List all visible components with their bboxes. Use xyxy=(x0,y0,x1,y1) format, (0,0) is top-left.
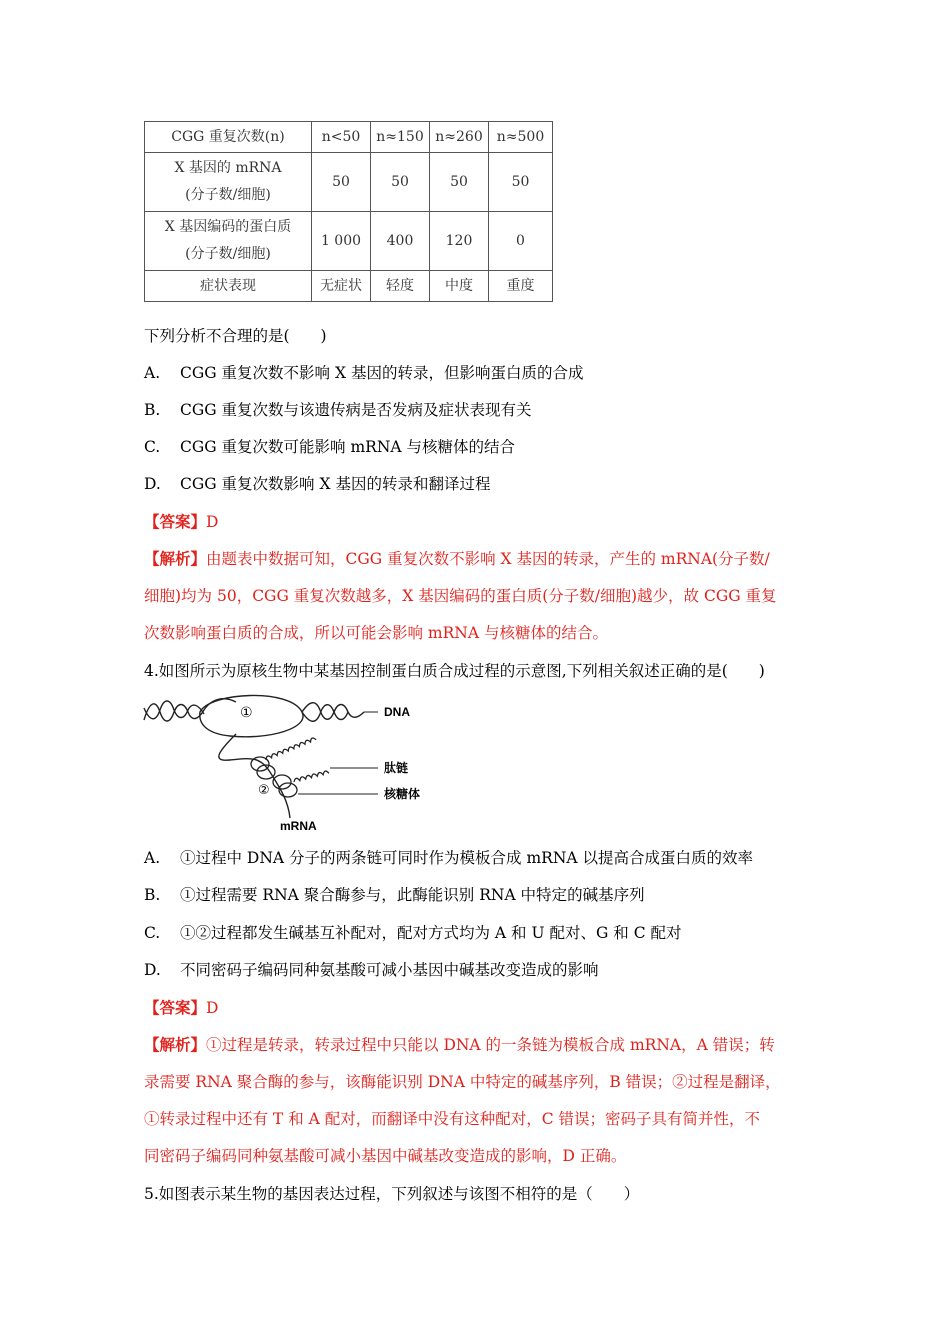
analysis-line xyxy=(144,547,770,569)
table-cell: 轻度 xyxy=(371,271,430,302)
option-text: ①②过程都发生碱基互补配对，配对方式均为 A 和 U 配对、G 和 C 配对 xyxy=(180,924,682,942)
data-table xyxy=(144,121,553,302)
table-row xyxy=(145,153,553,212)
analysis-label: 【解析】 xyxy=(144,549,207,568)
peptide-chain xyxy=(265,737,316,760)
table-cell: 50 xyxy=(371,153,430,212)
table-row-label-line: (分子数/细胞) xyxy=(185,187,271,203)
option-b xyxy=(144,883,645,905)
ribosome xyxy=(279,783,297,797)
option-letter: A. xyxy=(144,364,161,382)
table-cell: 无症状 xyxy=(312,271,371,302)
analysis-text: 由题表中数据可知，CGG 重复次数不影响 X 基因的转录，产生的 mRNA(分子数/ xyxy=(206,550,770,568)
table-cell: 50 xyxy=(312,153,371,212)
table-header-cell: n≈260 xyxy=(430,122,489,153)
option-d xyxy=(144,472,490,494)
table-header-cell: n<50 xyxy=(312,122,371,153)
table-header-row xyxy=(145,122,553,153)
table-cell: 120 xyxy=(430,212,489,271)
option-text: CGG 重复次数可能影响 mRNA 与核糖体的结合 xyxy=(180,438,516,456)
table-header-cell: n≈150 xyxy=(371,122,430,153)
analysis-line: 次数影响蛋白质的合成，所以可能会影响 mRNA 与核糖体的结合。 xyxy=(144,624,608,642)
question-stem: 5.如图表示某生物的基因表达过程，下列叙述与该图不相符的是（ ） xyxy=(144,1185,640,1203)
table-cell: 0 xyxy=(489,212,553,271)
table-header-cell: CGG 重复次数(n) xyxy=(145,122,312,153)
analysis-line xyxy=(144,1033,775,1055)
analysis-label: 【解析】 xyxy=(144,1035,207,1054)
option-d xyxy=(144,958,599,980)
option-a xyxy=(144,846,753,868)
option-text: 不同密码子编码同种氨基酸可减小基因中碱基改变造成的影响 xyxy=(180,961,599,979)
table-row xyxy=(145,271,553,302)
option-letter: D. xyxy=(144,961,161,979)
answer xyxy=(144,510,218,532)
option-letter: D. xyxy=(144,475,161,493)
analysis-line: 细胞)均为 50，CGG 重复次数越多，X 基因编码的蛋白质(分子数/细胞)越少，故 CGG 重复 xyxy=(144,587,777,605)
table-cell: 400 xyxy=(371,212,430,271)
option-text: CGG 重复次数不影响 X 基因的转录，但影响蛋白质的合成 xyxy=(180,364,584,382)
option-letter: C. xyxy=(144,924,161,942)
gene-expression-figure xyxy=(140,690,440,835)
analysis-line: ①转录过程中还有 T 和 A 配对，而翻译中没有这种配对，C 错误；密码子具有简并性，不 xyxy=(144,1110,761,1128)
answer-label: 【答案】 xyxy=(144,512,207,531)
option-text: CGG 重复次数影响 X 基因的转录和翻译过程 xyxy=(180,475,491,493)
option-b xyxy=(144,398,532,420)
question-stem: 4.如图所示为原核生物中某基因控制蛋白质合成过程的示意图,下列相关叙述正确的是( ) xyxy=(144,662,765,680)
answer-value: D xyxy=(206,999,219,1017)
marker-1: ① xyxy=(240,704,253,720)
option-c xyxy=(144,921,682,943)
table-row-label-line: X 基因的 mRNA xyxy=(174,160,282,176)
table-cell: 中度 xyxy=(430,271,489,302)
answer xyxy=(144,996,218,1018)
table-cell: 50 xyxy=(489,153,553,212)
answer-label: 【答案】 xyxy=(144,998,207,1017)
option-letter: A. xyxy=(144,849,161,867)
table-row xyxy=(145,212,553,271)
option-text: ①过程需要 RNA 聚合酶参与，此酶能识别 RNA 中特定的碱基序列 xyxy=(180,886,645,904)
table-row-label xyxy=(145,212,312,271)
ribosome-label: 核糖体 xyxy=(384,787,421,801)
option-letter: B. xyxy=(144,401,161,419)
table-cell: 1 000 xyxy=(312,212,371,271)
analysis-line: 录需要 RNA 聚合酶的参与，该酶能识别 DNA 中特定的碱基序列，B 错误；②过程是翻译， xyxy=(144,1073,781,1091)
peptide-chain xyxy=(293,770,329,782)
dna-strand-left xyxy=(144,699,236,721)
question-stem: 下列分析不合理的是( ) xyxy=(144,327,327,345)
table-header-cell: n≈500 xyxy=(489,122,553,153)
option-letter: C. xyxy=(144,438,161,456)
mrna-label: mRNA xyxy=(280,819,317,833)
table-row-label xyxy=(145,153,312,212)
analysis-text: ①过程是转录，转录过程中只能以 DNA 的一条链为模板合成 mRNA，A 错误；转 xyxy=(206,1036,775,1054)
table-row-label: 症状表现 xyxy=(145,271,312,302)
table-cell: 50 xyxy=(430,153,489,212)
option-text: ①过程中 DNA 分子的两条链可同时作为模板合成 mRNA 以提高合成蛋白质的效率 xyxy=(180,849,754,867)
analysis-line: 同密码子编码同种氨基酸可减小基因中碱基改变造成的影响，D 正确。 xyxy=(144,1147,627,1165)
option-a xyxy=(144,361,583,383)
table-cell: 重度 xyxy=(489,271,553,302)
option-text: CGG 重复次数与该遗传病是否发病及症状表现有关 xyxy=(180,401,532,419)
marker-2: ② xyxy=(258,782,270,797)
mrna-strand xyxy=(219,734,290,818)
answer-value: D xyxy=(206,513,219,531)
option-c xyxy=(144,435,515,457)
option-letter: B. xyxy=(144,886,161,904)
dna-label: DNA xyxy=(384,705,410,719)
peptide-label: 肽链 xyxy=(384,761,409,775)
table-row-label-line: X 基因编码的蛋白质 xyxy=(164,219,292,235)
table-row-label-line: (分子数/细胞) xyxy=(185,246,271,262)
